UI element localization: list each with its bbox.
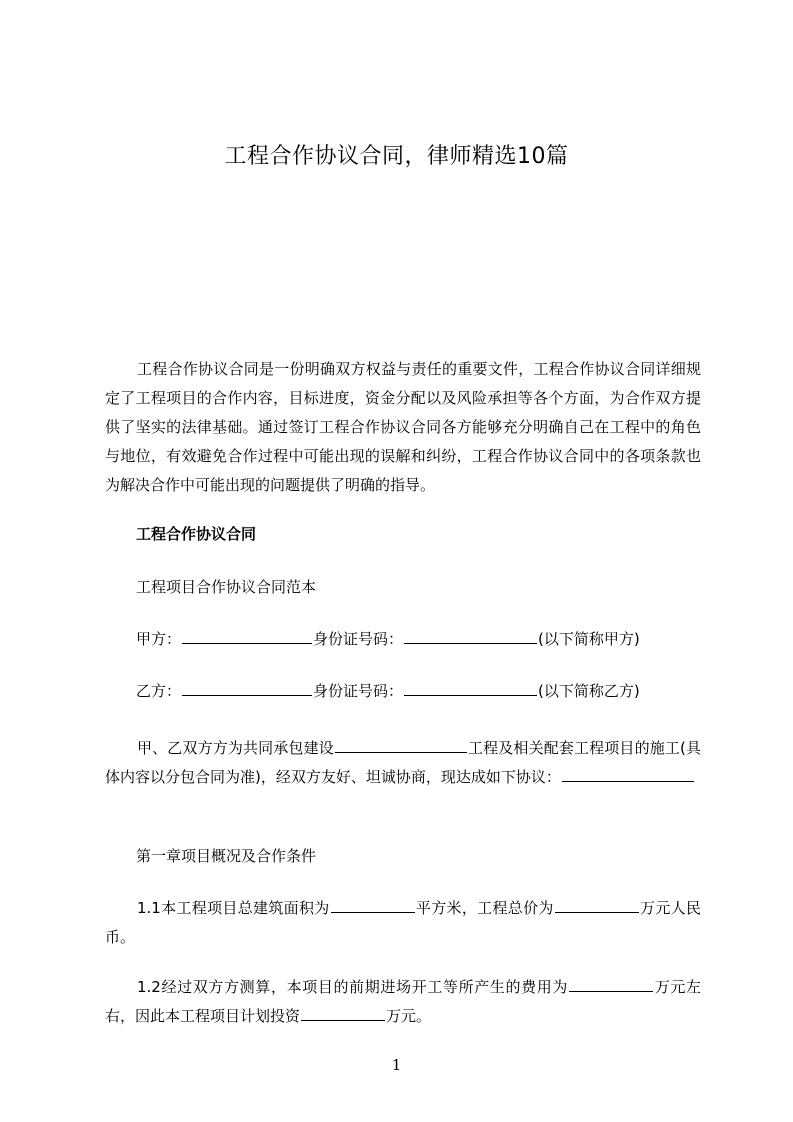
preliminary-cost-blank[interactable] [569,976,653,992]
party-a-suffix: (以下简称甲方) [538,630,640,648]
clause-1-2-part1: 1.2经过双方方测算，本项目的前期进场开工等所产生的费用为 [137,978,569,996]
party-b-id-label: 身份证号码： [313,682,404,700]
clause-1-1 [105,894,701,952]
intro-paragraph: 工程合作协议合同是一份明确双方权益与责任的重要文件，工程合作协议合同详细规定了工程项目的合作内容，目标进度，资金分配以及风险承担等各个方面，为合作双方提供了坚实的法律基础。通过签订工程合作协议合同各方能够充分明确自己在工程中的角色与地位，有效避免合作过程中可能出现的误解和纠纷，工程合作协议合同中的各项条款也为解决合作中可能出现的问题提供了明确的指导。 [105,360,701,494]
agreement-terms-blank[interactable] [562,766,694,782]
party-b-suffix: (以下简称乙方) [538,682,640,700]
party-b-label: 乙方： [136,682,182,700]
party-a-label: 甲方： [136,630,182,648]
planned-investment-blank[interactable] [301,1005,385,1021]
party-b-line [136,677,640,706]
party-a-id-label: 身份证号码： [313,630,404,648]
party-a-name-blank[interactable] [182,628,312,644]
section-heading: 工程合作协议合同 [136,525,257,543]
party-a-id-blank[interactable] [404,628,537,644]
document-title: 工程合作协议合同，律师精选10篇 [224,144,569,169]
party-b-id-blank[interactable] [404,680,537,696]
clause-1-1-part3: 万元人民币。 [105,899,701,946]
page-number: 1 [391,1056,402,1074]
building-area-blank[interactable] [331,897,415,913]
project-name-blank[interactable] [335,737,467,753]
clause-1-1-part2: 平方米，工程总价为 [415,899,554,917]
clause-1-2-part3: 万元。 [386,1007,432,1025]
party-a-line [136,625,640,654]
agreement-intro-part2: 工程及相关配套工程项目的施工(具体内容以分包合同为准)，经双方友好、坦诚协商，现达成如下协议： [105,739,701,786]
clause-1-1-part1: 1.1本工程项目总建筑面积为 [137,899,330,917]
chapter-1-title: 第一章项目概况及合作条件 [136,847,317,865]
template-name: 工程项目合作协议合同范本 [136,578,317,596]
clause-1-2 [105,973,701,1031]
total-price-blank[interactable] [555,897,639,913]
party-b-name-blank[interactable] [182,680,312,696]
agreement-intro-part1: 甲、乙双方方为共同承包建设 [137,739,334,757]
clause-1-2-part2: 万元左右，因此本工程项目计划投资 [105,978,701,1025]
agreement-intro-paragraph [105,734,701,792]
